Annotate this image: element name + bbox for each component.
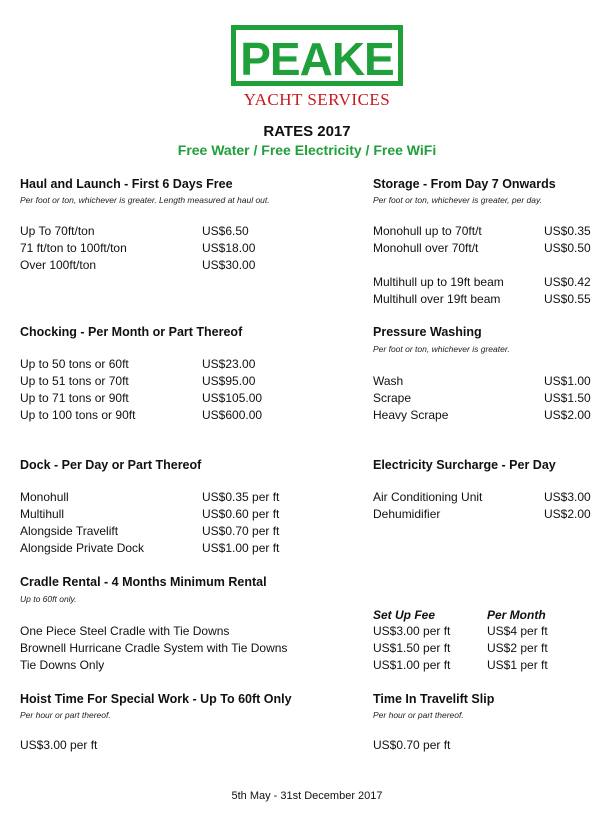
cradle-row-month: US$2 per ft: [487, 641, 548, 655]
page-title: RATES 2017: [263, 123, 351, 140]
haul-row-label: 71 ft/ton to 100ft/ton: [20, 241, 127, 255]
page-subtitle: Free Water / Free Electricity / Free WiFi: [177, 142, 437, 158]
cradle-row-month: US$1 per ft: [487, 658, 548, 672]
electricity-row-price: US$2.00: [544, 507, 591, 521]
storage-heading: Storage - From Day 7 Onwards: [373, 177, 556, 191]
storage-row-label: Monohull over 70ft/t: [373, 241, 479, 255]
dock-row-price: US$0.35 per ft: [202, 490, 280, 504]
dock-row-label: Monohull: [20, 490, 69, 504]
cradle-row-setup: US$1.00 per ft: [373, 658, 451, 672]
pressure-row-label: Wash: [373, 374, 404, 388]
pressure-row-label: Heavy Scrape: [373, 408, 449, 422]
date-range-footer: 5th May - 31st December 2017: [231, 790, 383, 802]
electricity-row-price: US$3.00: [544, 490, 591, 504]
chocking-row-price: US$600.00: [202, 408, 263, 422]
cradle-row-label: Tie Downs Only: [20, 658, 105, 672]
cradle-col-setup: Set Up Fee: [373, 608, 436, 622]
travelift-heading: Time In Travelift Slip: [373, 692, 495, 706]
pressure-row-price: US$1.00: [544, 374, 591, 388]
cradle-row-setup: US$1.50 per ft: [373, 641, 451, 655]
hoist-heading: Hoist Time For Special Work - Up To 60ft Only: [20, 692, 292, 706]
pressure-note: Per foot or ton, whichever is greater.: [373, 344, 510, 354]
haul-row-label: Up To 70ft/ton: [20, 224, 95, 238]
cradle-note: Up to 60ft only.: [20, 594, 77, 604]
dock-row-price: US$1.00 per ft: [202, 541, 280, 555]
cradle-col-month: Per Month: [487, 608, 546, 622]
cradle-row-label: Brownell Hurricane Cradle System with Tie Downs: [20, 641, 288, 655]
storage-row-price: US$0.50: [544, 241, 591, 255]
storage-row-price: US$0.55: [544, 292, 591, 306]
storage-row-label: Multihull up to 19ft beam: [373, 275, 504, 289]
cradle-row-month: US$4 per ft: [487, 624, 548, 638]
pressure-row-price: US$1.50: [544, 391, 591, 405]
cradle-row-setup: US$3.00 per ft: [373, 624, 451, 638]
pressure-row-price: US$2.00: [544, 408, 591, 422]
storage-note: Per foot or ton, whichever is greater, per day.: [373, 195, 542, 205]
hoist-note: Per hour or part thereof.: [20, 710, 111, 720]
dock-row-label: Multihull: [20, 507, 65, 521]
dock-row-price: US$0.60 per ft: [202, 507, 280, 521]
logo-name: PEAKE: [240, 33, 394, 85]
haul-heading: Haul and Launch - First 6 Days Free: [20, 177, 233, 191]
storage-row-label: Multihull over 19ft beam: [373, 292, 501, 306]
logo: [231, 25, 403, 86]
chocking-row-label: Up to 71 tons or 90ft: [20, 391, 129, 405]
chocking-row-label: Up to 50 tons or 60ft: [20, 357, 129, 371]
storage-row-label: Monohull up to 70ft/t: [373, 224, 482, 238]
electricity-row-label: Air Conditioning Unit: [373, 490, 483, 504]
dock-row-price: US$0.70 per ft: [202, 524, 280, 538]
haul-row-price: US$30.00: [202, 258, 256, 272]
travelift-price: US$0.70 per ft: [373, 738, 451, 752]
chocking-row-price: US$95.00: [202, 374, 256, 388]
chocking-row-label: Up to 51 tons or 70ft: [20, 374, 129, 388]
dock-row-label: Alongside Travelift: [20, 524, 119, 538]
travelift-note: Per hour or part thereof.: [373, 710, 464, 720]
logo-tagline: YACHT SERVICES: [243, 90, 391, 109]
dock-heading: Dock - Per Day or Part Thereof: [20, 458, 202, 472]
haul-row-label: Over 100ft/ton: [20, 258, 97, 272]
chocking-row-price: US$105.00: [202, 391, 263, 405]
haul-row-price: US$18.00: [202, 241, 256, 255]
chocking-heading: Chocking - Per Month or Part Thereof: [20, 325, 243, 339]
electricity-heading: Electricity Surcharge - Per Day: [373, 458, 556, 472]
haul-row-price: US$6.50: [202, 224, 249, 238]
chocking-row-price: US$23.00: [202, 357, 256, 371]
storage-row-price: US$0.35: [544, 224, 591, 238]
cradle-heading: Cradle Rental - 4 Months Minimum Rental: [20, 575, 267, 589]
cradle-row-label: One Piece Steel Cradle with Tie Downs: [20, 624, 230, 638]
dock-row-label: Alongside Private Dock: [20, 541, 145, 555]
haul-note: Per foot or ton, whichever is greater. Length measured at haul out.: [20, 195, 270, 205]
pressure-row-label: Scrape: [373, 391, 412, 405]
electricity-row-label: Dehumidifier: [373, 507, 441, 521]
pressure-heading: Pressure Washing: [373, 325, 482, 339]
hoist-price: US$3.00 per ft: [20, 738, 98, 752]
chocking-row-label: Up to 100 tons or 90ft: [20, 408, 136, 422]
storage-row-price: US$0.42: [544, 275, 591, 289]
